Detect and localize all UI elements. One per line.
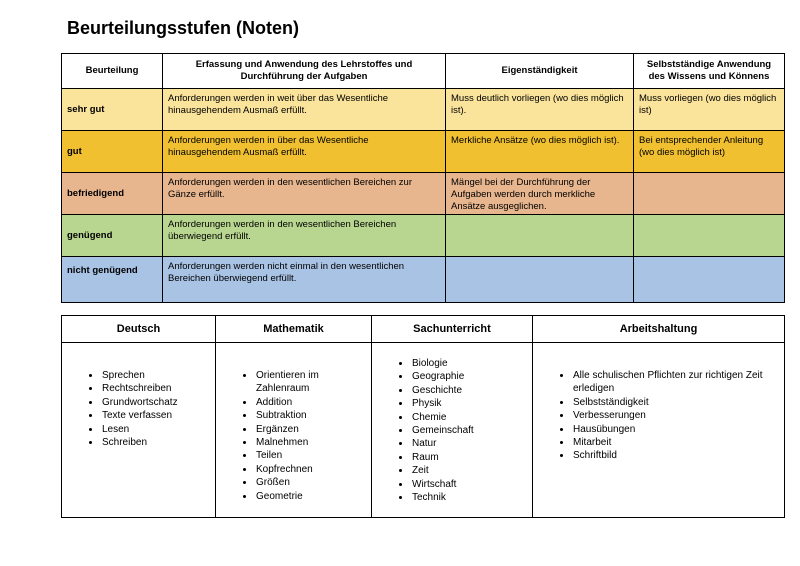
subject-list-item: • Malnehmen	[255, 436, 370, 449]
subject-list-item: • Verbesserungen	[572, 409, 783, 422]
subject-list	[217, 369, 370, 503]
grade-row-sehr-gut	[62, 89, 785, 131]
subject-list-item: • Ergänzen	[255, 423, 370, 436]
grade-level: gut	[62, 131, 163, 173]
grade-erfassung: Anforderungen werden in den wesentlichen Bereichen überwiegend erfüllt.	[163, 215, 446, 257]
subject-list-item: • Physik	[411, 397, 531, 410]
subject-list-item: • Rechtschreiben	[101, 382, 214, 395]
grade-row-genuegend	[62, 215, 785, 257]
grade-level: sehr gut	[62, 89, 163, 131]
subject-cell-deutsch	[62, 343, 216, 518]
grade-erfassung: Anforderungen werden nicht einmal in den wesentlichen Bereichen überwiegend erfüllt.	[163, 257, 446, 303]
grade-eigenstaendigkeit: Merkliche Ansätze (wo dies möglich ist).	[446, 131, 634, 173]
grade-level: nicht genügend	[62, 257, 163, 303]
subject-header-mathematik: Mathematik	[216, 316, 372, 343]
subject-list-item: • Orientieren im Zahlenraum	[255, 369, 370, 396]
subject-list-item: • Texte verfassen	[101, 409, 214, 422]
subject-list-item: • Alle schulischen Pflichten zur richtigen Zeit erledigen	[572, 369, 783, 396]
subject-list-item: • Kopfrechnen	[255, 463, 370, 476]
subject-list-item: • Gemeinschaft	[411, 424, 531, 437]
grade-selbststaendig: Bei entsprechender Anleitung (wo dies möglich ist)	[634, 131, 785, 173]
subject-header-sachunterricht: Sachunterricht	[372, 316, 533, 343]
subject-header-arbeitshaltung: Arbeitshaltung	[533, 316, 785, 343]
subjects-header-row	[62, 316, 785, 343]
subjects-content-row	[62, 343, 785, 518]
subject-list-item: • Subtraktion	[255, 409, 370, 422]
grade-erfassung: Anforderungen werden in weit über das Wesentliche hinausgehendem Ausmaß erfüllt.	[163, 89, 446, 131]
grade-erfassung: Anforderungen werden in über das Wesentliche hinausgehendem Ausmaß erfüllt.	[163, 131, 446, 173]
grade-eigenstaendigkeit	[446, 257, 634, 303]
subject-list-item: • Schreiben	[101, 436, 214, 449]
grade-erfassung: Anforderungen werden in den wesentlichen Bereichen zur Gänze erfüllt.	[163, 173, 446, 215]
grade-row-befriedigend	[62, 173, 785, 215]
subjects-table	[61, 315, 785, 518]
header-erfassung: Erfassung und Anwendung des Lehrstoffes und Durchführung der Aufgaben	[163, 54, 446, 89]
subject-list-item: • Größen	[255, 476, 370, 489]
subject-list-item: • Addition	[255, 396, 370, 409]
grade-selbststaendig: Muss vorliegen (wo dies möglich ist)	[634, 89, 785, 131]
grade-selbststaendig	[634, 257, 785, 303]
grade-level: befriedigend	[62, 173, 163, 215]
subject-list-item: • Hausübungen	[572, 423, 783, 436]
subject-list	[63, 369, 214, 449]
grading-table	[61, 53, 785, 303]
subject-list-item: • Sprechen	[101, 369, 214, 382]
subject-cell-arbeitshaltung	[533, 343, 785, 518]
grade-row-gut	[62, 131, 785, 173]
subject-list-item: • Schriftbild	[572, 449, 783, 462]
grade-row-nicht-genuegend	[62, 257, 785, 303]
subject-list-item: • Chemie	[411, 411, 531, 424]
subject-list-item: • Raum	[411, 451, 531, 464]
grading-header-row	[62, 54, 785, 89]
grade-level: genügend	[62, 215, 163, 257]
subject-list-item: • Technik	[411, 491, 531, 504]
subject-list-item: • Geschichte	[411, 384, 531, 397]
subject-list-item: • Zeit	[411, 464, 531, 477]
subject-list	[534, 369, 783, 463]
header-eigenstaendigkeit: Eigenständigkeit	[446, 54, 634, 89]
subject-list-item: • Mitarbeit	[572, 436, 783, 449]
grade-eigenstaendigkeit	[446, 215, 634, 257]
subject-header-deutsch: Deutsch	[62, 316, 216, 343]
header-selbststaendig: Selbstständige Anwendung des Wissens und Könnens	[634, 54, 785, 89]
subject-list-item: • Teilen	[255, 449, 370, 462]
subject-list-item: • Lesen	[101, 423, 214, 436]
subject-list-item: • Selbstständigkeit	[572, 396, 783, 409]
subject-list-item: • Wirtschaft	[411, 478, 531, 491]
subject-list-item: • Grundwortschatz	[101, 396, 214, 409]
subject-cell-sachunterricht	[372, 343, 533, 518]
subject-list-item: • Natur	[411, 437, 531, 450]
subject-list-item: • Biologie	[411, 357, 531, 370]
grade-eigenstaendigkeit: Mängel bei der Durchführung der Aufgaben werden durch merkliche Ansätze ausgeglichen.	[446, 173, 634, 215]
grade-eigenstaendigkeit: Muss deutlich vorliegen (wo dies möglich ist).	[446, 89, 634, 131]
header-beurteilung: Beurteilung	[62, 54, 163, 89]
subject-cell-mathematik	[216, 343, 372, 518]
subject-list	[373, 357, 531, 504]
subject-list-item: • Geometrie	[255, 490, 370, 503]
grade-selbststaendig	[634, 173, 785, 215]
subject-list-item: • Geographie	[411, 370, 531, 383]
grade-selbststaendig	[634, 215, 785, 257]
page-title: Beurteilungsstufen (Noten)	[67, 18, 299, 38]
